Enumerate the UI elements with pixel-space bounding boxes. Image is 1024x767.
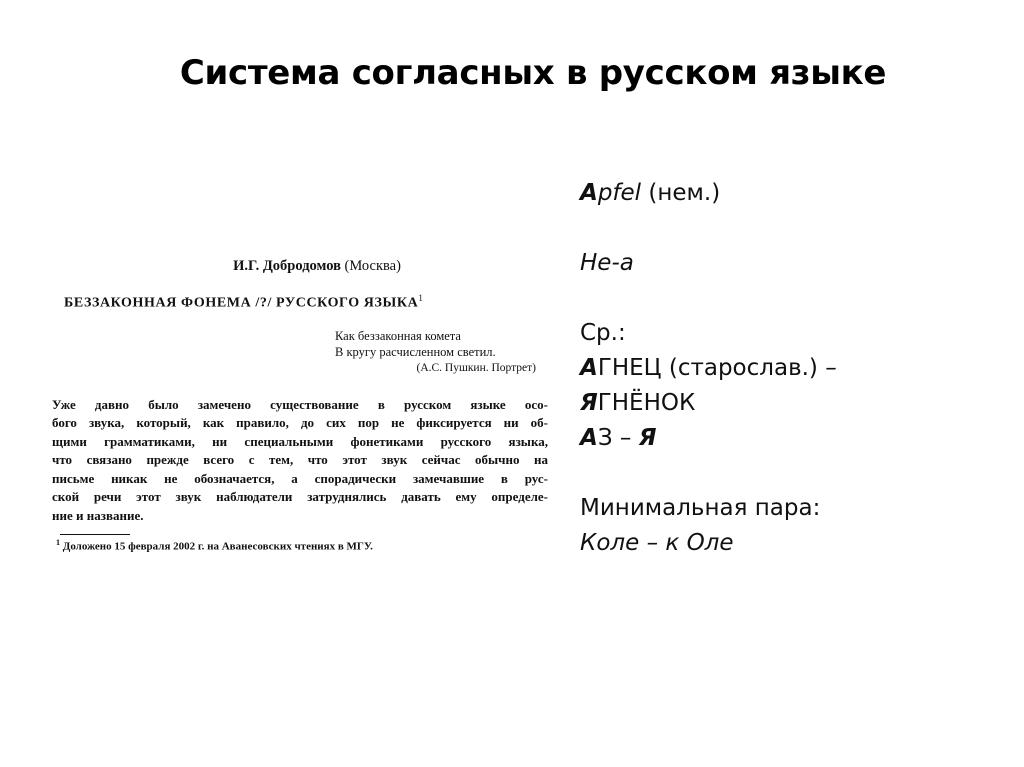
body-line: ние и название. — [52, 507, 144, 523]
examples-column — [580, 176, 837, 561]
body-line: щими грамматиками, ни специальными фонетиками русского языка, — [52, 433, 548, 449]
footnote-mark: 1 — [56, 538, 60, 548]
epigraph-line: В кругу расчисленном светил. — [335, 344, 496, 359]
epigraph-line: Как беззаконная комета — [335, 328, 461, 343]
footnote-divider — [60, 534, 130, 535]
epigraph-source: (А.С. Пушкин. Портрет) — [416, 361, 536, 374]
article-title-footnote-mark: 1 — [418, 293, 424, 303]
minimal-pair-example: Коле – к Оле — [580, 530, 734, 556]
footnote — [56, 538, 548, 553]
body-line: что связано прежде всего с тем, что этот звук сейчас обычно на — [52, 452, 548, 468]
article-title — [64, 293, 548, 312]
epigraph — [335, 328, 548, 376]
example-nea: Не-а — [580, 250, 634, 276]
body-line: Уже давно было замечено существование в русском языке осо- — [52, 396, 548, 412]
example-agnets: АГНЕЦ (старослав.) – — [580, 355, 837, 381]
author-city: (Москва) — [344, 258, 401, 274]
example-yagnyonok: ЯГНЁНОК — [580, 390, 696, 416]
scanned-article-excerpt — [48, 258, 548, 553]
article-title-text: БЕЗЗАКОННАЯ ФОНЕМА /?/ РУССКОГО ЯЗЫКА — [64, 295, 419, 311]
article-body — [52, 396, 548, 526]
article-author — [86, 258, 548, 275]
slide-title: Система согласных в русском языке — [179, 53, 887, 93]
body-line: ской речи этот звук наблюдатели затруднялись давать ему определе- — [52, 489, 548, 505]
compare-label: Ср.: — [580, 320, 626, 346]
example-apfel: Apfel (нем.) — [580, 180, 721, 206]
body-line: бого звука, который, как правило, до сих пор не фиксируется ни об- — [52, 415, 548, 431]
body-line: письме никак не обозначается, а спорадически замечавшие в рус- — [52, 470, 548, 486]
minimal-pair-label: Минимальная пара: — [580, 495, 821, 521]
author-name: И.Г. Добродомов — [233, 258, 341, 274]
example-az-ya: АЗ – Я — [580, 425, 657, 451]
footnote-text: Доложено 15 февраля 2002 г. на Аванесовских чтениях в МГУ. — [62, 540, 373, 553]
